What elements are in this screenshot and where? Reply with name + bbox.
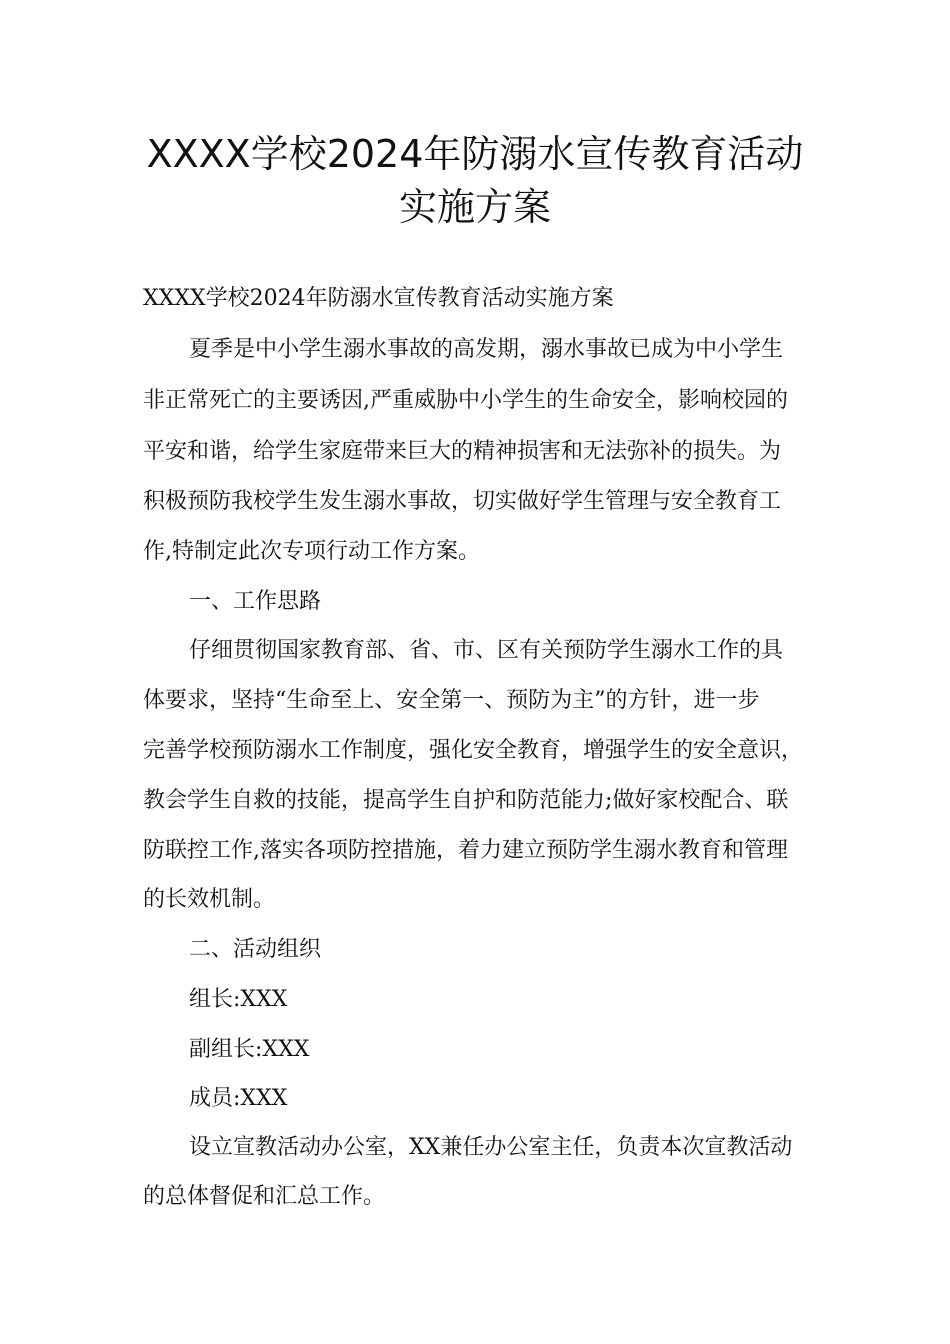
intro-line-2: 非正常死亡的主要诱因,严重威胁中小学生的生命安全，影响校园的 xyxy=(143,388,788,413)
section1-line-6: 的长效机制。 xyxy=(143,887,276,912)
section1-heading: 一、工作思路 xyxy=(189,589,322,614)
subtitle: XXXX学校2024年防溺水宣传教育活动实施方案 xyxy=(143,286,614,311)
deputy-leader-line: 副组长:XXX xyxy=(189,1037,310,1062)
document-title-line-2: 实施方案 xyxy=(398,185,551,229)
members-line: 成员:XXX xyxy=(189,1086,288,1111)
section2-heading: 二、活动组织 xyxy=(189,937,322,962)
intro-line-1: 夏季是中小学生溺水事故的高发期，溺水事故已成为中小学生 xyxy=(189,337,784,362)
office-line-2: 的总体督促和汇总工作。 xyxy=(143,1184,386,1209)
intro-line-4: 积极预防我校学生发生溺水事故，切实做好学生管理与安全教育工 xyxy=(143,489,782,514)
document-title-line-1: XXXX学校2024年防溺水宣传教育活动 xyxy=(146,132,804,176)
section1-line-3: 完善学校预防溺水工作制度，强化安全教育，增强学生的安全意识， xyxy=(143,738,804,763)
intro-line-3: 平安和谐，给学生家庭带来巨大的精神损害和无法弥补的损失。为 xyxy=(143,439,782,464)
section1-line-5: 防联控工作,落实各项防控措施，着力建立预防学生溺水教育和管理 xyxy=(143,838,788,863)
leader-line: 组长:XXX xyxy=(189,987,288,1012)
section1-line-1: 仔细贯彻国家教育部、省、市、区有关预防学生溺水工作的具 xyxy=(189,638,784,663)
section1-line-2: 体要求，坚持“生命至上、安全第一、预防为主”的方针，进一步 xyxy=(143,688,760,713)
office-line-1: 设立宣教活动办公室，XX兼任办公室主任，负责本次宣教活动 xyxy=(189,1135,793,1160)
section1-line-4: 教会学生自救的技能，提高学生自护和防范能力;做好家校配合、联 xyxy=(143,788,789,813)
intro-line-5: 作,特制定此次专项行动工作方案。 xyxy=(143,539,480,564)
